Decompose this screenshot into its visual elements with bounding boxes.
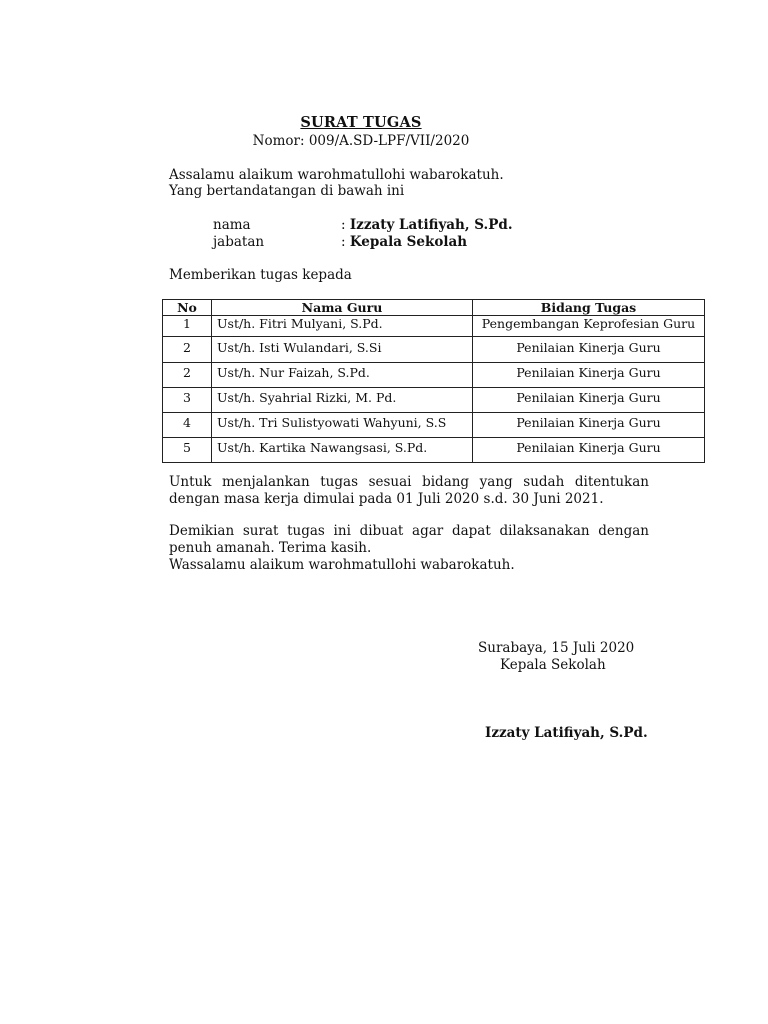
header-bidang-tugas: Bidang Tugas	[473, 300, 705, 316]
table-row	[163, 363, 705, 388]
cell-bidang: Penilaian Kinerja Guru	[473, 337, 705, 363]
table-row	[163, 316, 705, 337]
place-date: Surabaya, 15 Juli 2020	[478, 640, 635, 656]
cell-no: 1	[163, 316, 212, 337]
signer-name: Izzaty Latifiyah, S.Pd.	[485, 725, 648, 741]
closing-salutation: Wassalamu alaikum warohmatullohi wabarokatuh.	[169, 557, 515, 573]
table-row	[163, 388, 705, 413]
jabatan-value: Kepala Sekolah	[349, 234, 468, 250]
header-nama-guru: Nama Guru	[212, 300, 473, 316]
paragraph-line: Untuk menjalankan tugas sesuai bidang yang sudah ditentukan	[169, 474, 649, 490]
table-row	[163, 413, 705, 438]
paragraph-period	[169, 474, 649, 508]
table-header-row	[163, 300, 705, 316]
cell-bidang: Penilaian Kinerja Guru	[473, 363, 705, 388]
nama-value: Izzaty Latifiyah, S.Pd.	[349, 217, 513, 233]
jabatan-row	[341, 234, 467, 250]
greeting: Assalamu alaikum warohmatullohi wabarokatuh.	[169, 167, 504, 183]
table-row	[163, 438, 705, 463]
jabatan-label: jabatan	[213, 234, 265, 250]
intro-text: Yang bertandatangan di bawah ini	[169, 183, 405, 199]
cell-nama: Ust/h. Fitri Mulyani, S.Pd.	[212, 316, 473, 337]
signer-title: Kepala Sekolah	[500, 657, 606, 673]
paragraph-line: dengan masa kerja dimulai pada 01 Juli 2020 s.d. 30 Juni 2021.	[169, 491, 604, 507]
letter-number: Nomor: 009/A.SD-LPF/VII/2020	[252, 133, 470, 149]
paragraph-closing	[169, 523, 649, 574]
header-no: No	[163, 300, 212, 316]
cell-bidang: Pengembangan Keprofesian Guru	[473, 316, 705, 337]
cell-no: 2	[163, 363, 212, 388]
letter-title: SURAT TUGAS	[300, 114, 422, 131]
cell-no: 3	[163, 388, 212, 413]
nama-row	[341, 217, 513, 233]
cell-nama: Ust/h. Kartika Nawangsasi, S.Pd.	[212, 438, 473, 463]
cell-nama: Ust/h. Tri Sulistyowati Wahyuni, S.S	[212, 413, 473, 438]
paragraph-line: penuh amanah. Terima kasih.	[169, 540, 372, 556]
cell-bidang: Penilaian Kinerja Guru	[473, 388, 705, 413]
table-row	[163, 337, 705, 363]
colon: :	[341, 234, 346, 250]
assign-intro: Memberikan tugas kepada	[169, 267, 352, 283]
paragraph-line: Demikian surat tugas ini dibuat agar dapat dilaksanakan dengan	[169, 523, 649, 539]
cell-bidang: Penilaian Kinerja Guru	[473, 438, 705, 463]
nama-label: nama	[213, 217, 251, 233]
cell-nama: Ust/h. Syahrial Rizki, M. Pd.	[212, 388, 473, 413]
cell-nama: Ust/h. Nur Faizah, S.Pd.	[212, 363, 473, 388]
colon: :	[341, 217, 346, 233]
assignment-table	[162, 299, 705, 463]
cell-no: 5	[163, 438, 212, 463]
cell-bidang: Penilaian Kinerja Guru	[473, 413, 705, 438]
cell-nama: Ust/h. Isti Wulandari, S.Si	[212, 337, 473, 363]
cell-no: 2	[163, 337, 212, 363]
cell-no: 4	[163, 413, 212, 438]
